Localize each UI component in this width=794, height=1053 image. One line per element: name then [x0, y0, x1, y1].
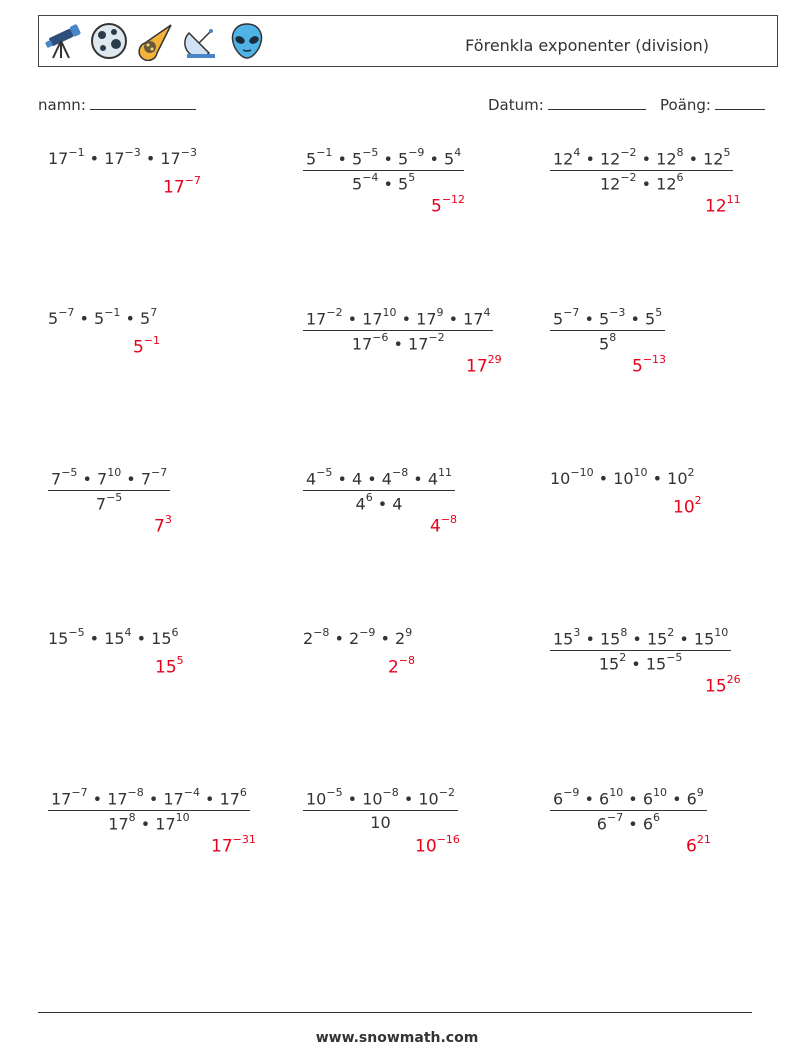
numerator: $5^{-7}$ • $5^{-3}$ • $5^5$	[550, 308, 665, 331]
score-line	[715, 95, 765, 110]
name-field	[38, 95, 196, 114]
date-label: Datum:	[488, 96, 544, 114]
numerator: $4^{-5}$ • 4 • $4^{-8}$ • $4^{11}$	[303, 468, 455, 491]
header-icons	[43, 21, 267, 63]
problem-15	[550, 788, 707, 834]
name-line	[90, 95, 196, 110]
numerator: $7^{-5}$ • $7^{10}$ • $7^{-7}$	[48, 468, 170, 491]
denominator: $5^8$	[599, 331, 617, 354]
problem-3	[550, 148, 733, 194]
denominator: $15^2$ • $15^{-5}$	[598, 651, 683, 674]
answer-3: $12^{11}$	[705, 193, 741, 217]
score-label: Poäng:	[660, 96, 711, 114]
fraction	[550, 148, 733, 194]
fraction	[303, 468, 455, 514]
answer-15: $6^{21}$	[686, 833, 711, 857]
answer-4: $5^{-1}$	[133, 334, 161, 358]
fraction	[303, 148, 464, 194]
answer-11: $2^{-8}$	[388, 654, 416, 678]
fraction	[550, 628, 731, 674]
problem-2	[303, 148, 464, 194]
numerator: $15^3$ • $15^8$ • $15^2$ • $15^{10}$	[550, 628, 731, 651]
alien-icon	[227, 21, 267, 61]
problem-expression: $17^{-1}$ • $17^{-3}$ • $17^{-3}$	[48, 146, 197, 169]
fraction	[550, 788, 707, 834]
problem-7	[48, 468, 170, 514]
answer-8: $4^{-8}$	[430, 513, 458, 537]
numerator: $17^{-7}$ • $17^{-8}$ • $17^{-4}$ • $17^6$	[48, 788, 250, 811]
denominator: $4^6$ • 4	[355, 491, 403, 514]
fraction	[303, 788, 458, 832]
problem-14	[303, 788, 458, 832]
answer-14: $10^{-16}$	[415, 833, 460, 857]
numerator: $12^4$ • $12^{-2}$ • $12^8$ • $12^5$	[550, 148, 733, 171]
problem-6	[550, 308, 665, 354]
comet-icon	[135, 21, 175, 61]
worksheet-header	[38, 15, 778, 67]
answer-10: $15^5$	[155, 654, 184, 678]
planet-icon	[89, 21, 129, 61]
fraction	[48, 468, 170, 514]
problem-11	[303, 628, 412, 648]
denominator: $17^8$ • $17^{10}$	[108, 811, 190, 834]
numerator: $17^{-2}$ • $17^{10}$ • $17^9$ • $17^4$	[303, 308, 493, 331]
footer-url: www.snowmath.com	[315, 1030, 479, 1046]
answer-6: $5^{-13}$	[632, 353, 667, 377]
numerator: $6^{-9}$ • $6^{10}$ • $6^{10}$ • $6^9$	[550, 788, 707, 811]
worksheet-title: Förenkla exponenter (division)	[465, 36, 709, 55]
denominator: $5^{-4}$ • $5^5$	[352, 171, 416, 194]
date-line	[548, 95, 646, 110]
denominator: $6^{-7}$ • $6^6$	[596, 811, 660, 834]
problem-expression: $2^{-8}$ • $2^{-9}$ • $2^9$	[303, 626, 413, 649]
answer-12: $15^{26}$	[705, 673, 741, 697]
problem-12	[550, 628, 731, 674]
satellite-dish-icon	[181, 21, 221, 61]
fraction	[303, 308, 493, 354]
numerator: $5^{-1}$ • $5^{-5}$ • $5^{-9}$ • $5^4$	[303, 148, 464, 171]
telescope-icon	[43, 21, 83, 61]
answer-2: $5^{-12}$	[431, 193, 466, 217]
answer-9: $10^2$	[673, 494, 702, 518]
problem-expression: $10^{-10}$ • $10^{10}$ • $10^2$	[550, 466, 695, 489]
problem-4	[48, 308, 157, 328]
problem-10	[48, 628, 179, 648]
problem-13	[48, 788, 250, 834]
score-field	[660, 95, 765, 114]
fraction	[550, 308, 665, 354]
answer-5: $17^{29}$	[466, 353, 502, 377]
denominator: $12^{-2}$ • $12^6$	[599, 171, 684, 194]
denominator: 10	[370, 813, 391, 833]
denominator: $7^{-5}$	[95, 491, 123, 514]
date-field	[488, 95, 646, 114]
answer-1: $17^{-7}$	[163, 174, 201, 198]
problem-8	[303, 468, 455, 514]
problem-5	[303, 308, 493, 354]
name-label: namn:	[38, 96, 86, 114]
problem-1	[48, 148, 197, 168]
answer-7: $7^3$	[154, 513, 172, 537]
footer-divider	[38, 1012, 752, 1013]
answer-13: $17^{-31}$	[211, 833, 256, 857]
problem-9	[550, 468, 695, 488]
problem-expression: $15^{-5}$ • $15^4$ • $15^6$	[48, 626, 179, 649]
fraction	[48, 788, 250, 834]
denominator: $17^{-6}$ • $17^{-2}$	[351, 331, 445, 354]
numerator: $10^{-5}$ • $10^{-8}$ • $10^{-2}$	[303, 788, 458, 811]
problem-expression: $5^{-7}$ • $5^{-1}$ • $5^7$	[48, 306, 158, 329]
